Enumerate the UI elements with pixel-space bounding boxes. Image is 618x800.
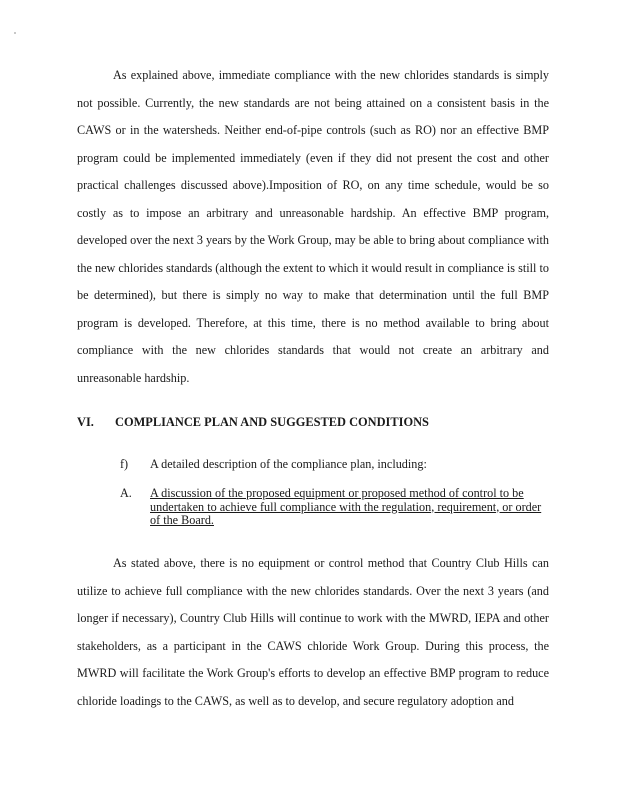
body-paragraph-explanation — [77, 62, 549, 392]
paragraph-text: As explained above, immediate compliance with the new chlorides standards is simply not possible. Currently, the new standards are not being attained on a consistent basis in the CAWS or in the watersheds. Neither end-of-pipe controls (such as RO) nor an effective BMP program could be implemented immediately (even if they did not present the cost and other practical challenges discussed above).Imposition of RO, on any time schedule, would be so costly as to impose an arbitrary and unreasonable hardship. An effective BMP program, developed over the next 3 years by the Work Group, may be able to bring about compliance with the new chlorides standards (although the extent to which it would result in compliance is still to be determined), but there is simply no way to make that determination until the full BMP program is developed. Therefore, at this time, there is no method available to bring about compliance with the new chlorides standards that would not create an arbitrary and unreasonable hardship. — [77, 68, 549, 385]
list-item-f — [120, 458, 550, 471]
scan-speck — [14, 32, 16, 34]
list-marker: A. — [120, 486, 132, 500]
body-paragraph-compliance — [77, 550, 549, 715]
list-item-text-underlined: A discussion of the proposed equipment or proposed method of control to be undertaken to achieve full compliance with the regulation, requirement, or order of the Board. — [150, 486, 542, 527]
section-heading — [77, 415, 557, 430]
section-title: COMPLIANCE PLAN AND SUGGESTED CONDITIONS — [115, 415, 429, 429]
list-item-text: A detailed description of the compliance plan, including: — [150, 457, 427, 471]
list-marker: f) — [120, 457, 129, 471]
list-item-a — [120, 487, 550, 528]
paragraph-text: As stated above, there is no equipment or control method that Country Club Hills can utilize to achieve full compliance with the new chlorides standards. Over the next 3 years (and longer if necessary), Country Club Hills will continue to work with the MWRD, IEPA and other stakeholders, as a participant in the CAWS chloride Work Group. During this process, the MWRD will facilitate the Work Group's efforts to develop an effective BMP program to reduce chloride loadings to the CAWS, as well as to develop, and secure regulatory adoption and — [77, 556, 549, 708]
section-number: VI. — [77, 415, 94, 429]
